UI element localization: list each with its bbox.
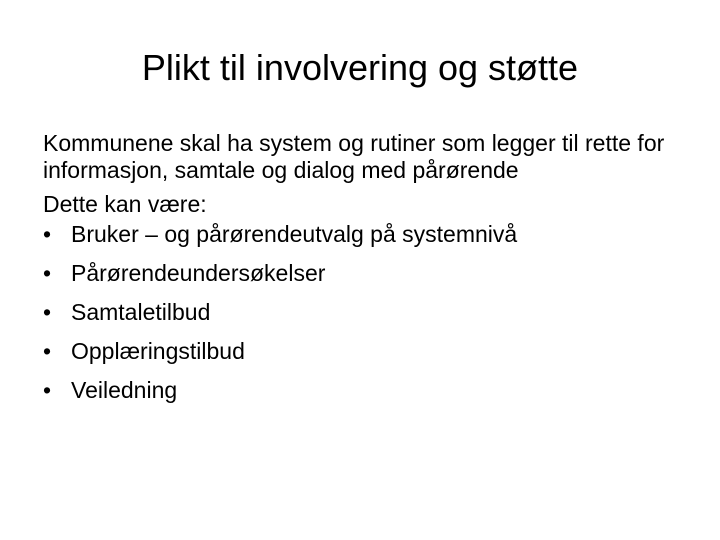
list-item-text: Veiledning <box>71 377 178 403</box>
bullet-icon: • <box>43 299 52 325</box>
list-item-text: Samtaletilbud <box>71 299 211 325</box>
bullet-icon: • <box>43 338 52 364</box>
list-item-text: Pårørendeundersøkelser <box>71 260 326 286</box>
list-item-text: Opplæringstilbud <box>71 338 245 364</box>
list-item <box>43 299 683 326</box>
slide-body <box>43 130 683 416</box>
slide-title: Plikt til involvering og støtte <box>141 47 579 88</box>
list-item <box>43 338 683 365</box>
bullet-icon: • <box>43 377 52 403</box>
bullet-icon: • <box>43 260 52 286</box>
list-item <box>43 260 683 287</box>
bullet-icon: • <box>43 221 52 247</box>
list-intro: Dette kan være: <box>43 191 207 217</box>
list-item <box>43 221 683 248</box>
bullet-list <box>43 221 683 404</box>
body-paragraph: Kommunene skal ha system og rutiner som legger til rette for informasjon, samtale og dialog med pårørende <box>43 130 665 183</box>
list-item-text: Bruker – og pårørendeutvalg på systemnivå <box>71 221 518 247</box>
list-item <box>43 377 683 404</box>
